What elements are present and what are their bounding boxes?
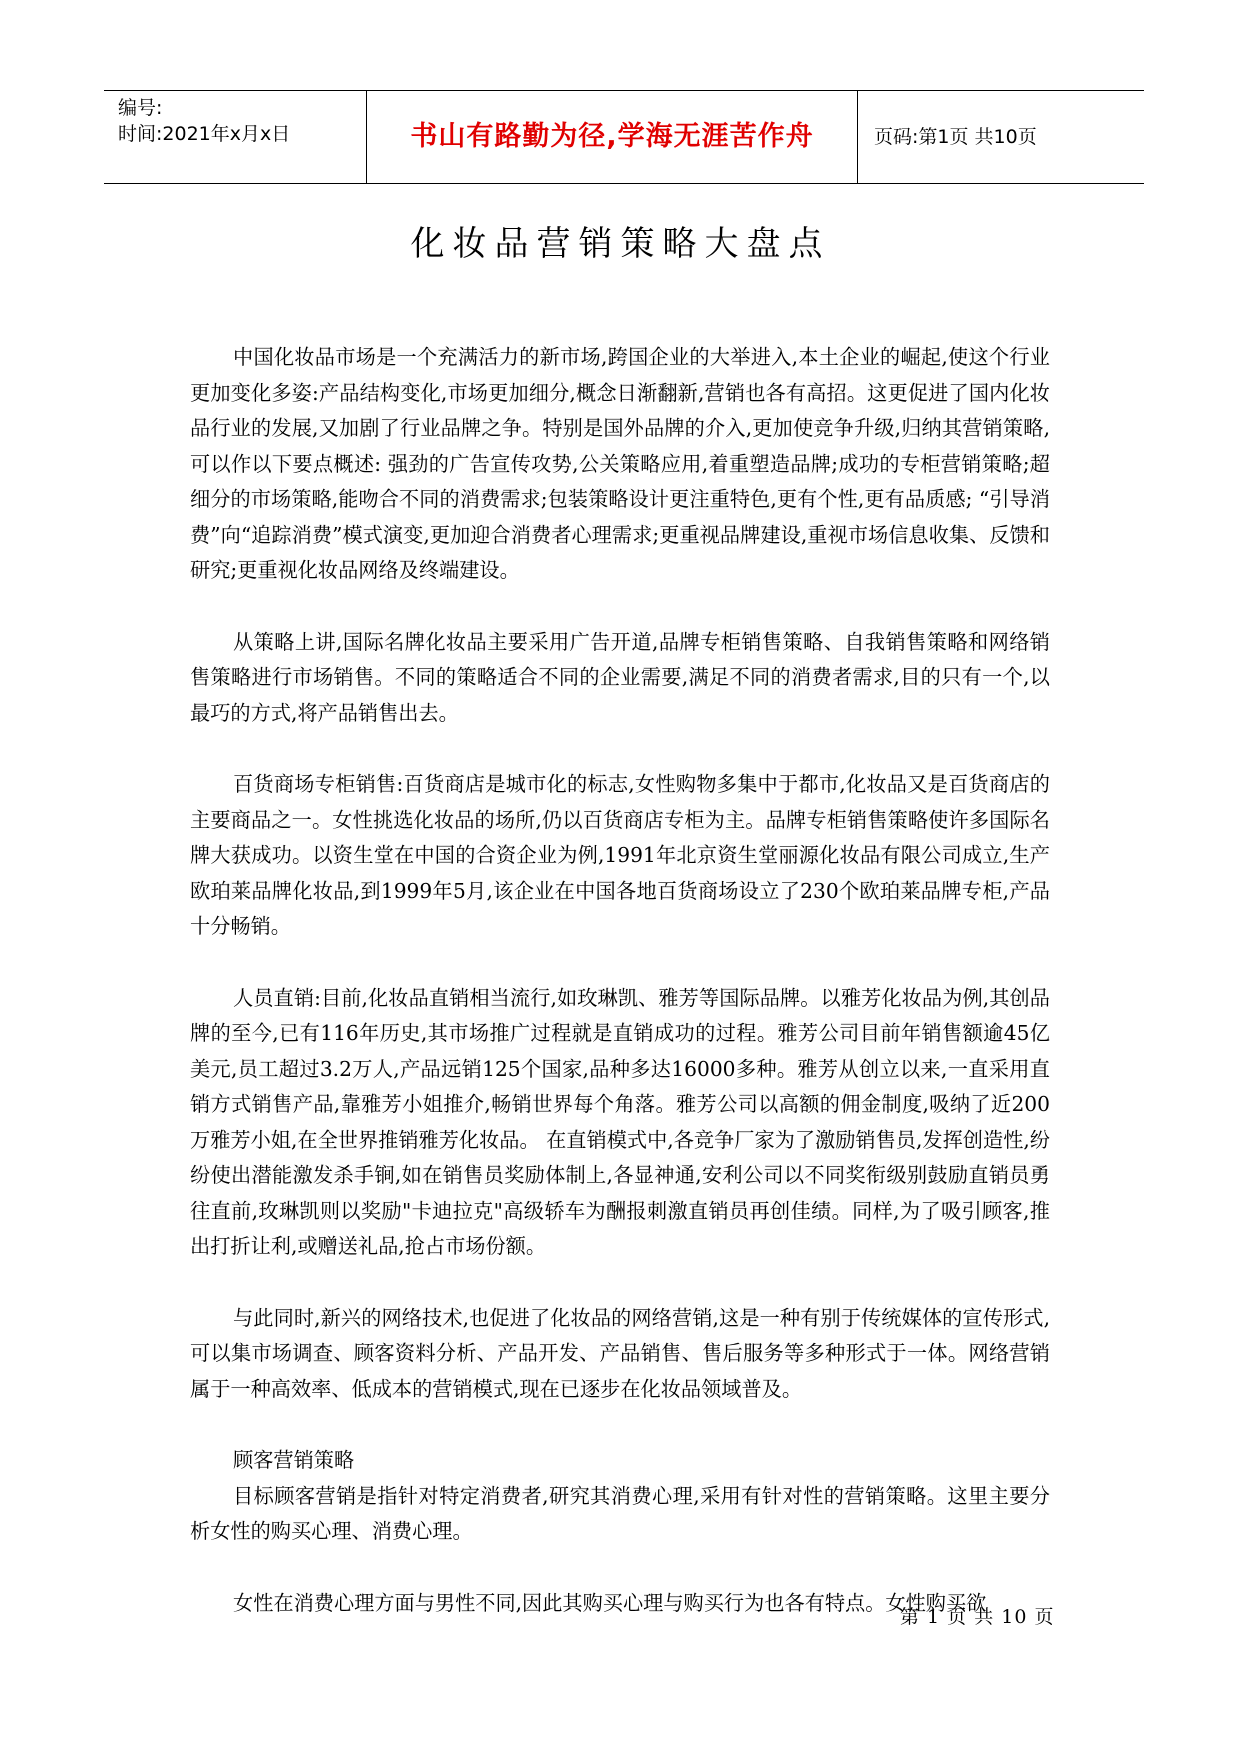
header-meta <box>104 91 367 183</box>
header-motto: 书山有路勤为径,学海无涯苦作舟 <box>367 91 858 183</box>
section-heading: 顾客营销策略 <box>233 1448 355 1472</box>
document-time-label: 时间:2021年x月x日 <box>118 123 291 145</box>
paragraph-female-psychology: 女性在消费心理方面与男性不同,因此其购买心理与购买行为也各有特点。女性购买欲 <box>233 1590 987 1615</box>
paragraph-intro: 中国化妆品市场是一个充满活力的新市场,跨国企业的大举进入,本土企业的崛起,使这个行业更加变化多姿:产品结构变化,市场更加细分,概念日渐翻新,营销也各有高招。这更促进了国内化妆品行业的发展,又加剧了行业品牌之争。特别是国外品牌的介入,更加使竞争升级,归纳其营销策略,可以作以下要点概述: 强劲的广告宣传攻势,公关策略应用,着重塑造品牌;成功的专柜营销策略;超细分的市场策略,能吻合不同的消费需求;包装策略设计更注重特色,更有个性,更有品质感; “引导消费”向“追踪消费”模式演变,更加迎合消费者心理需求;更重视品牌建设,重视市场信息收集、反馈和研究;更重视化妆品网络及终端建设。 <box>190 345 1050 582</box>
paragraph-department-store: 百货商场专柜销售:百货商店是城市化的标志,女性购物多集中于都市,化妆品又是百货商店的主要商品之一。女性挑选化妆品的场所,仍以百货商店专柜为主。品牌专柜销售策略使许多国际名牌大获成功。以资生堂在中国的合资企业为例,1991年北京资生堂丽源化妆品有限公司成立,生产欧珀莱品牌化妆品,到1999年5月,该企业在中国各地百货商场设立了230个欧珀莱品牌专柜,产品十分畅销。 <box>190 772 1050 938</box>
paragraph-customer-marketing: 目标顾客营销是指针对特定消费者,研究其消费心理,采用有针对性的营销策略。这里主要分析女性的购买心理、消费心理。 <box>190 1483 1050 1543</box>
document-title: 化妆品营销策略大盘点 <box>410 224 831 264</box>
header-page-label: 页码:第1页 共10页 <box>874 126 1037 148</box>
page-footer: 第 1 页 共 10 页 <box>900 1606 1055 1628</box>
document-number-label: 编号: <box>118 97 163 119</box>
paragraph-direct-sales: 人员直销:目前,化妆品直销相当流行,如玫琳凯、雅芳等国际品牌。以雅芳化妆品为例,其创品牌的至今,已有116年历史,其市场推广过程就是直销成功的过程。雅芳公司目前年销售额逾45亿美元,员工超过3.2万人,产品远销125个国家,品种多达16000多种。雅芳从创立以来,一直采用直销方式销售产品,靠雅芳小姐推介,畅销世界每个角落。雅芳公司以高额的佣金制度,吸纳了近200万雅芳小姐,在全世界推销雅芳化妆品。 在直销模式中,各竞争厂家为了激励销售员,发挥创造性,纷纷使出潜能激发杀手锏,如在销售员奖励体制上,各显神通,安利公司以不同奖衔级别鼓励直销员勇往直前,玫琳凯则以奖励"卡迪拉克"高级轿车为酬报刺激直销员再创佳绩。同样,为了吸引顾客,推出打折让利,或赠送礼品,抢占市场份额。 <box>190 985 1050 1258</box>
document-header <box>104 90 1144 184</box>
document-body <box>190 340 1050 1621</box>
paragraph-network-marketing: 与此同时,新兴的网络技术,也促进了化妆品的网络营销,这是一种有别于传统媒体的宣传形式,可以集市场调查、顾客资料分析、产品开发、产品销售、售后服务等多种形式于一体。网络营销属于一种高效率、低成本的营销模式,现在已逐步在化妆品领域普及。 <box>190 1305 1050 1401</box>
paragraph-strategy: 从策略上讲,国际名牌化妆品主要采用广告开道,品牌专柜销售策略、自我销售策略和网络销售策略进行市场销售。不同的策略适合不同的企业需要,满足不同的消费者需求,目的只有一个,以最巧的方式,将产品销售出去。 <box>190 629 1050 725</box>
